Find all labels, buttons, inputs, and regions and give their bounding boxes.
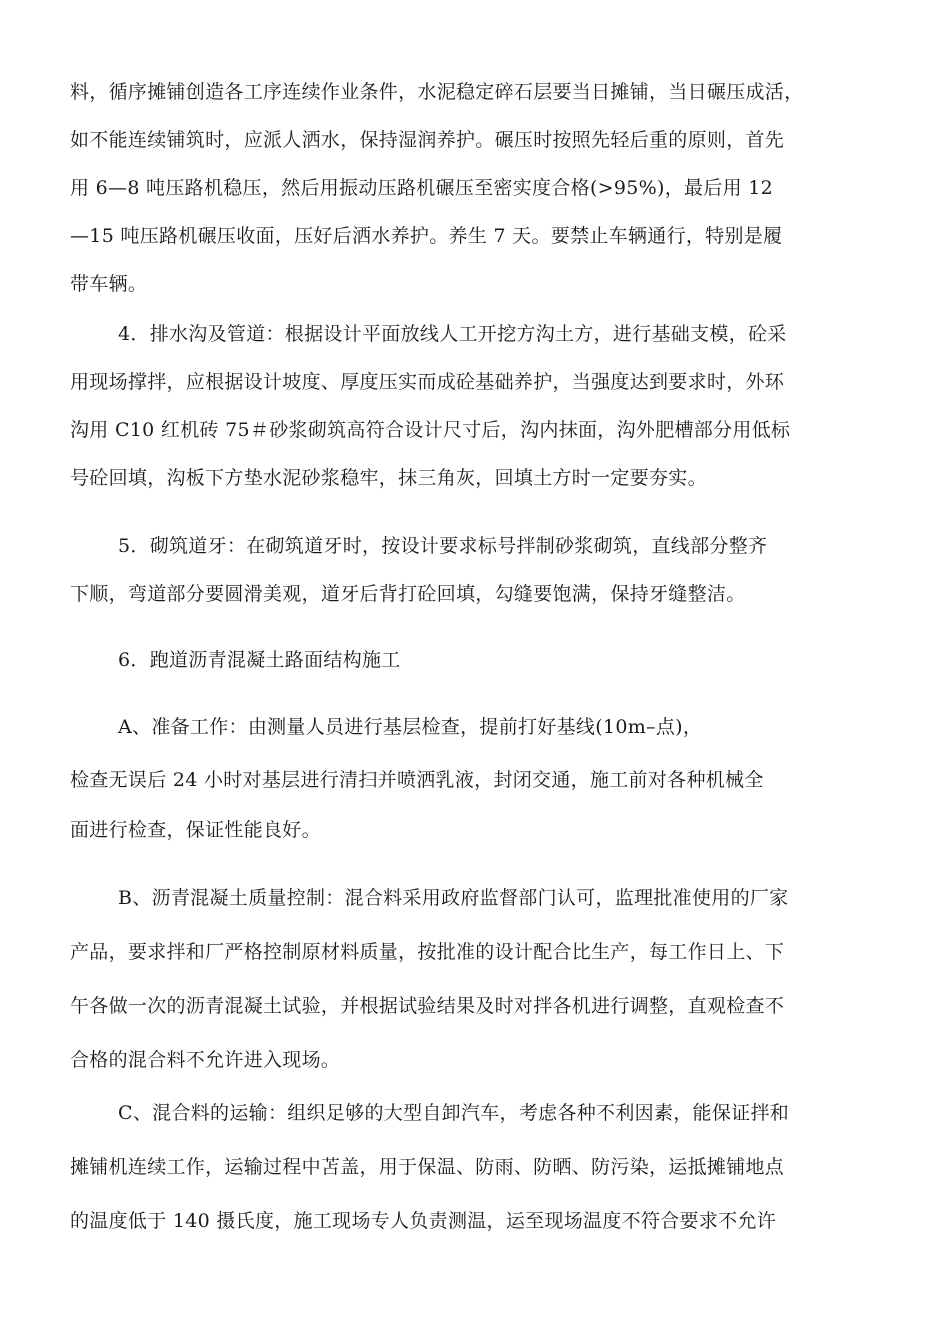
text-line: 产品，要求拌和厂严格控制原材料质量，按批准的设计配合比生产，每工作日上、下 bbox=[70, 941, 785, 963]
text-line: A、准备工作：由测量人员进行基层检查，提前打好基线(10m–点)， bbox=[118, 716, 703, 738]
text-line: 的温度低于 140 摄氏度，施工现场专人负责测温，运至现场温度不符合要求不允许 bbox=[70, 1210, 777, 1232]
text-line: B、沥青混凝土质量控制：混合料采用政府监督部门认可，监理批准使用的厂家 bbox=[118, 887, 789, 909]
text-line: 4．排水沟及管道：根据设计平面放线人工开挖方沟土方，进行基础支模，砼采 bbox=[118, 323, 787, 345]
text-line: 5．砌筑道牙：在砌筑道牙时，按设计要求标号拌制砂浆砌筑，直线部分整齐 bbox=[118, 535, 768, 557]
text-line: —15 吨压路机碾压收面，压好后洒水养护。养生 7 天。要禁止车辆通行，特别是履 bbox=[70, 225, 783, 247]
text-line: 料，循序摊铺创造各工序连续作业条件，水泥稳定碎石层要当日摊铺，当日碾压成活， bbox=[70, 81, 804, 103]
text-line: 午各做一次的沥青混凝土试验，并根据试验结果及时对拌各机进行调整，直观检查不 bbox=[70, 995, 785, 1017]
text-line: 摊铺机连续工作，运输过程中苫盖，用于保温、防雨、防晒、防污染，运抵摊铺地点 bbox=[70, 1156, 785, 1178]
text-line: 沟用 C10 红机砖 75＃砂浆砌筑高符合设计尺寸后，沟内抹面，沟外肥槽部分用低标 bbox=[70, 419, 791, 441]
text-line: 用现场撑拌，应根据设计坡度、厚度压实而成砼基础养护，当强度达到要求时，外环 bbox=[70, 371, 785, 393]
section-heading: 6．跑道沥青混凝土路面结构施工 bbox=[118, 649, 401, 671]
text-line: 合格的混合料不允许进入现场。 bbox=[70, 1049, 341, 1071]
text-line: 带车辆。 bbox=[70, 273, 148, 295]
text-line: 面进行检查，保证性能良好。 bbox=[70, 819, 321, 841]
text-line: 号砼回填，沟板下方垫水泥砂浆稳牢，抹三角灰，回填土方时一定要夯实。 bbox=[70, 467, 707, 489]
text-line: C、混合料的运输：组织足够的大型自卸汽车，考虑各种不利因素，能保证拌和 bbox=[118, 1102, 790, 1124]
text-line: 用 6—8 吨压路机稳压，然后用振动压路机碾压至密实度合格(>95%)，最后用 12 bbox=[70, 177, 774, 199]
text-line: 如不能连续铺筑时，应派人洒水，保持湿润养护。碾压时按照先轻后重的原则，首先 bbox=[70, 129, 785, 151]
text-line: 下顺，弯道部分要圆滑美观，道牙后背打砼回填，勾缝要饱满，保持牙缝整洁。 bbox=[70, 583, 746, 605]
text-line: 检查无误后 24 小时对基层进行清扫并喷洒乳液，封闭交通，施工前对各种机械全 bbox=[70, 769, 764, 791]
